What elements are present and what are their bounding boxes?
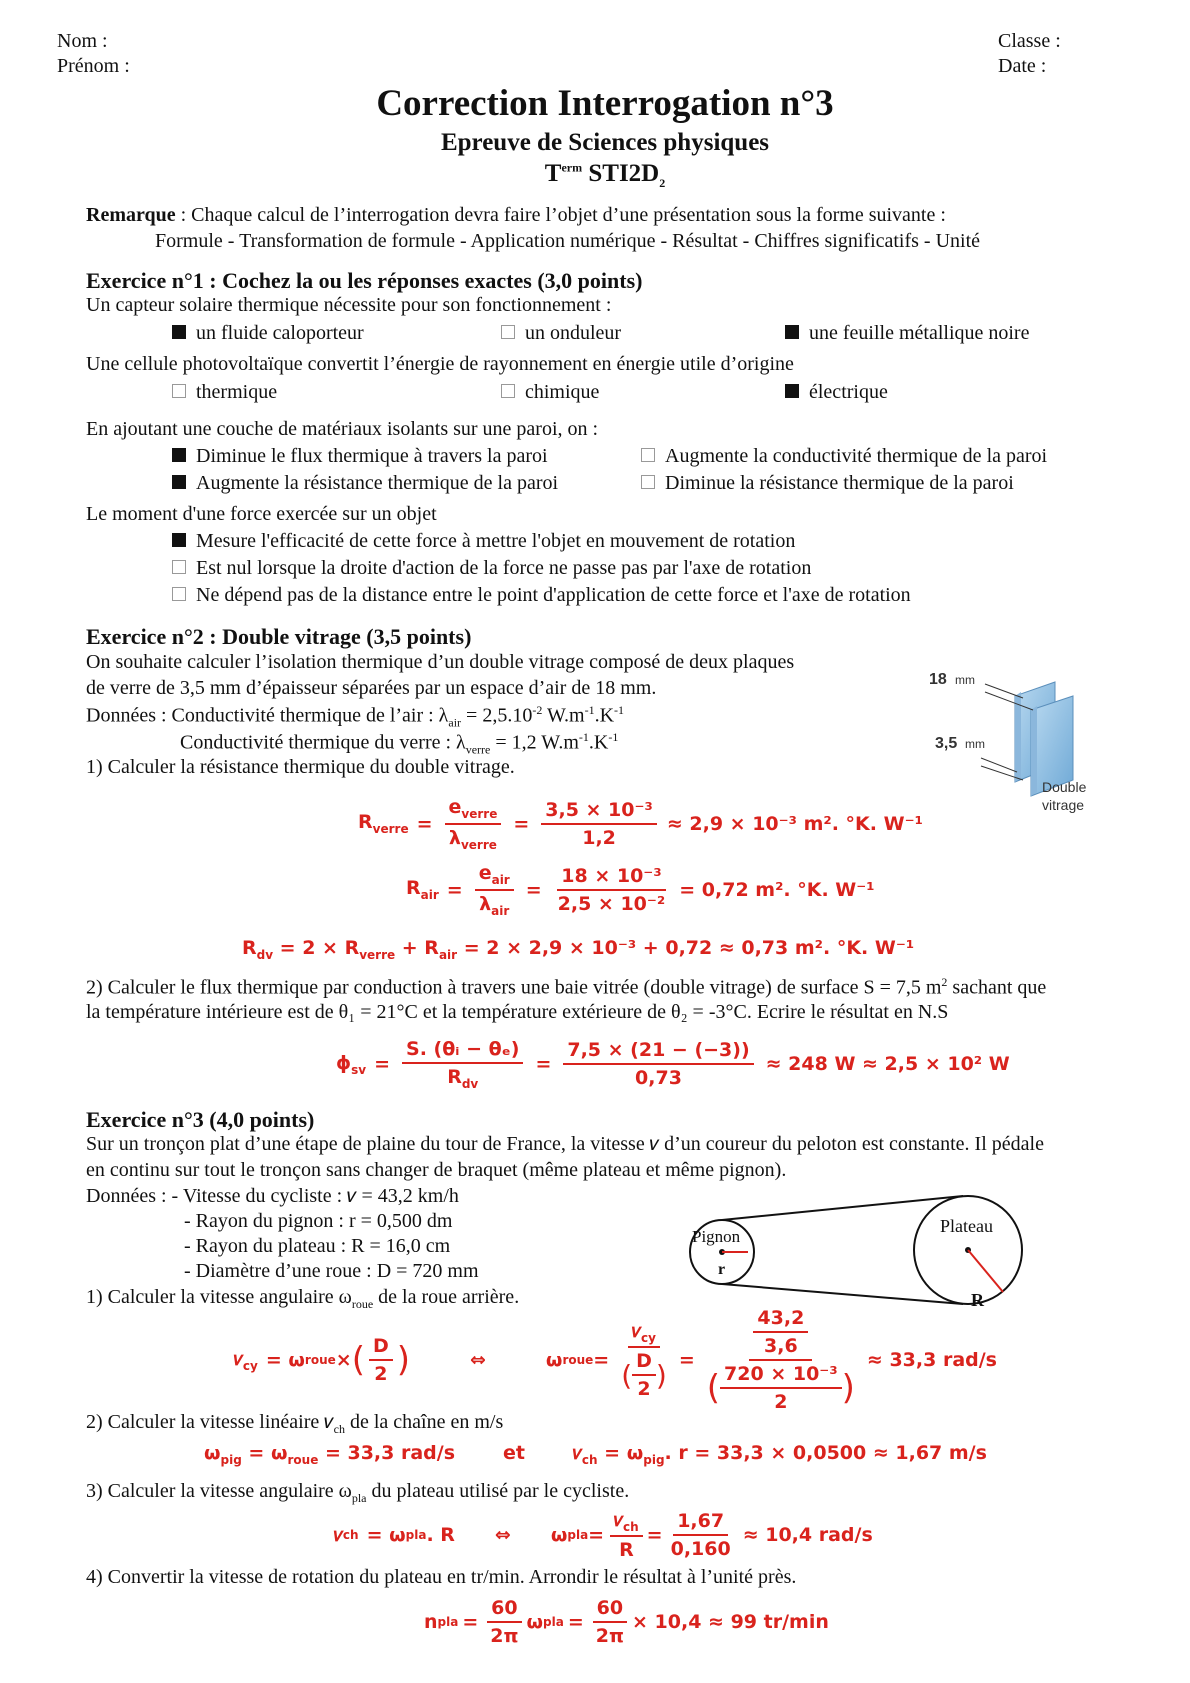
checkbox-checked[interactable]	[172, 533, 186, 547]
ex1-q4: Le moment d'une force exercée sur un objet	[86, 503, 437, 525]
fig-label-vitrage: vitrage	[1042, 797, 1085, 813]
sprocket-figure	[688, 1192, 1028, 1322]
ex3-intro2: en continu sur tout le tronçon sans changer de braquet (même plateau et même pignon).	[86, 1159, 787, 1181]
fig-label-R: R	[971, 1290, 984, 1310]
checkbox[interactable]	[172, 587, 186, 601]
equation-flux: $\phi_{sv}$ = $\frac{\text{S. (θᵢ − θₑ)}}{R_{dv}}$ = $\frac{7,5 \times (21 - (-3))}{0,73}$ ≈ 248 W ≈ 2,5 × 10² W	[336, 1038, 1010, 1091]
fig-label-r: r	[718, 1261, 726, 1278]
ex1-q1: Un capteur solaire thermique nécessite pour son fonctionnement :	[86, 294, 612, 316]
ex3-q4: 4) Convertir la vitesse de rotation du plateau en tr/min. Arrondir le résultat à l’unité près.	[86, 1566, 797, 1588]
ex1-q2-opt1[interactable]: thermique	[172, 381, 277, 404]
ex1-q3-opt3[interactable]: Augmente la résistance thermique de la paroi	[172, 472, 558, 495]
ex3-q3: 3) Calculer la vitesse angulaire $\omega_{pla}$ du plateau utilisé par le cycliste.	[86, 1480, 630, 1505]
ex2-data1: Données : Conductivité thermique de l’air : $\lambda_{air} = 2,5.10^{-2}$ $W.m^{-1}.K^{-1}$	[86, 703, 625, 730]
ex2-q2: 2) Calculer le flux thermique par conduction à travers une baie vitrée (double vitrage) de surface S = 7,5 $m^2$ sachant que	[86, 975, 1047, 999]
checkbox-checked[interactable]	[172, 325, 186, 339]
equation-r-verre: $R_{verre}$ = $\frac{e_{verre}}{\lambda_{verre}}$ = $\frac{\text{3,5 × 10⁻³}}{1,2}$ ≈ 2,9 × 10⁻³ m². °K. W⁻¹	[358, 796, 923, 852]
fig-label-mm2: mm	[965, 737, 985, 751]
ex1-q3-opt2[interactable]: Augmente la conductivité thermique de la paroi	[641, 445, 1047, 468]
ex3-title: Exercice n°3 (4,0 points)	[86, 1107, 315, 1132]
ex2-q1: 1) Calculer la résistance thermique du double vitrage.	[86, 756, 515, 778]
prenom-label: Prénom :	[57, 55, 130, 77]
equation-omega-pla: 𝑣 ch = ω pla . R ⇔ ω pla = $\frac{𝑣_{ch}}{R}$ = $\frac{1,67}{0,160}$ ≈ 10,4 rad/s	[334, 1508, 873, 1562]
ex1-q1-opt1[interactable]: un fluide caloporteur	[172, 322, 364, 345]
chain-drive-diagram	[688, 1192, 1028, 1322]
class-name: $T^{erm}$ $STI2D_2$	[544, 160, 666, 190]
ex1-q4-opt2[interactable]: Est nul lorsque la droite d'action de la force ne passe pas par l'axe de rotation	[172, 557, 811, 580]
remarque: Remarque : Chaque calcul de l’interrogation devra faire l’objet d’une présentation sous la forme suivante :	[86, 204, 946, 226]
checkbox[interactable]	[641, 448, 655, 462]
ex3-q1: 1) Calculer la vitesse angulaire $\omega_{roue}$ de la roue arrière.	[86, 1286, 520, 1311]
date-label: Date :	[998, 55, 1047, 77]
checkbox-checked[interactable]	[785, 384, 799, 398]
ex1-q1-opt3[interactable]: une feuille métallique noire	[785, 322, 1029, 345]
fig-label-plateau: Plateau	[940, 1216, 993, 1236]
ex3-data4: - Diamètre d’une roue : D = 720 mm	[184, 1260, 479, 1282]
checkbox-checked[interactable]	[785, 325, 799, 339]
ex1-q3: En ajoutant une couche de matériaux isolants sur une paroi, on :	[86, 418, 599, 440]
page-title: Correction Interrogation n°3	[376, 83, 834, 124]
nom-label: Nom :	[57, 30, 108, 52]
equation-omega-pig: $\omega_{pig} = \omega_{roue} = 33,3$ rad/s et 𝑣$_{ch}$ = $\omega_{pig}$. r = 33,3 × 0,0500 ≈ 1,67 m/s	[204, 1442, 987, 1467]
ex2-intro1: On souhaite calculer l’isolation thermique d’un double vitrage composé de deux plaques	[86, 651, 795, 673]
ex3-data1: Données : - Vitesse du cycliste : 𝑣 = 43,2 km/h	[86, 1185, 459, 1207]
ex1-q3-opt1[interactable]: Diminue le flux thermique à travers la paroi	[172, 445, 548, 468]
checkbox[interactable]	[172, 384, 186, 398]
checkbox[interactable]	[172, 560, 186, 574]
ex1-q2-opt2[interactable]: chimique	[501, 381, 599, 404]
ex3-data3: - Rayon du plateau : R = 16,0 cm	[184, 1235, 451, 1257]
ex1-title: Exercice n°1 : Cochez la ou les réponses exactes (3,0 points)	[86, 268, 643, 293]
fig-label-double: Double	[1042, 779, 1087, 795]
double-glazing-diagram	[925, 662, 1105, 822]
checkbox-checked[interactable]	[172, 475, 186, 489]
ex2-data2: Conductivité thermique du verre : $\lambda_{verre} = 1,2$ $W.m^{-1}.K^{-1}$	[180, 730, 619, 757]
fig-label-35: 3,5	[935, 735, 958, 752]
ex1-q4-opt1[interactable]: Mesure l'efficacité de cette force à mettre l'objet en mouvement de rotation	[172, 530, 795, 553]
checkbox[interactable]	[641, 475, 655, 489]
ex1-q4-opt3[interactable]: Ne dépend pas de la distance entre le point d'application de cette force et l'axe de rotation	[172, 584, 911, 607]
double-glazing-figure	[925, 662, 1105, 822]
checkbox-checked[interactable]	[172, 448, 186, 462]
ex2-title: Exercice n°2 : Double vitrage (3,5 points)	[86, 624, 472, 649]
ex2-intro2: de verre de 3,5 mm d’épaisseur séparées par un espace d’air de 18 mm.	[86, 677, 657, 699]
fig-label-mm: mm	[955, 673, 975, 687]
fig-label-pignon: Pignon	[692, 1227, 741, 1246]
ex1-q3-opt4[interactable]: Diminue la résistance thermique de la paroi	[641, 472, 1014, 495]
page-subtitle: Epreuve de Sciences physiques	[440, 129, 770, 156]
classe-label: Classe :	[998, 30, 1061, 52]
ex1-q1-opt2[interactable]: un onduleur	[501, 322, 621, 345]
ex2-q2-line2: la température intérieure est de θ₁ = 21°C et la température extérieure de θ₂ = -3°C. Ecrire le résultat en N.S	[86, 1001, 949, 1023]
ex3-intro1: Sur un tronçon plat d’une étape de plaine du tour de France, la vitesse 𝑣 d’un coureur du peloton est constante. Il pédale	[86, 1133, 1044, 1155]
ex1-q2: Une cellule photovoltaïque convertit l’énergie de rayonnement en énergie utile d’origine	[86, 353, 794, 375]
equation-omega-roue: 𝑣$_{cy}$ = ω roue × ( $\frac{D}{2}$ ) ⇔ ω roue = 𝑣$_{cy}$ ( $\frac{D}{2}$ ) = $\frac{43,2}{3,6}$ ( $\frac{\text{720 × 10⁻³}}{2}$ ) ≈ 33,3 rad/s	[234, 1307, 997, 1413]
ex1-q2-opt3[interactable]: électrique	[785, 381, 888, 404]
checkbox[interactable]	[501, 384, 515, 398]
equation-r-air: $R_{air}$ = $\frac{e_{air}}{\lambda_{air}}$ = $\frac{\text{18 × 10⁻³}}{\text{2,5 × 10⁻²}}$ = 0,72 m². °K. W⁻¹	[406, 862, 875, 918]
ex3-q2: 2) Calculer la vitesse linéaire 𝑣$_{ch}$ de la chaîne en m/s	[86, 1411, 504, 1436]
equation-r-dv: $R_{dv} = 2 \times R_{verre} + R_{air} = 2 \times 2,9 \times 10^{-3} + 0,72 \approx 0,73$ m². °K. W⁻¹	[242, 937, 915, 962]
fig-label-18: 18	[929, 671, 947, 688]
checkbox[interactable]	[501, 325, 515, 339]
remarque-line2: Formule - Transformation de formule - Application numérique - Résultat - Chiffres significatifs - Unité	[155, 230, 981, 252]
ex3-data2: - Rayon du pignon : r = 0,500 dm	[184, 1210, 453, 1232]
equation-n-pla: n pla = $\frac{60}{2\pi}$ ω pla = $\frac{60}{2\pi}$ × 10,4 ≈ 99 tr/min	[424, 1597, 829, 1647]
